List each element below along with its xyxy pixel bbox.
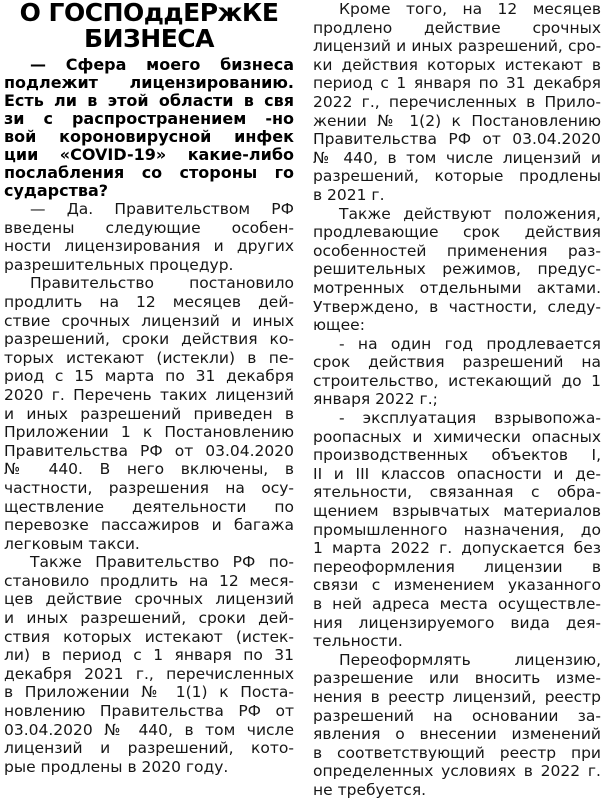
text-line: торых истекают (истекли) в пе- [4,348,294,367]
reader-question [4,56,294,200]
text-line: щением взрывчатых материалов [313,502,601,521]
text-line: января 2022 г.; [313,390,438,409]
text-line: II и III классов опасности и де- [313,464,601,483]
text-line: переоформления лицензии в [313,557,601,576]
text-line: 2020 г. Перечень таких лицензий [4,385,294,404]
text-line: Утверждено, в частности, следу- [313,297,601,316]
text-line: лицензий и иных разрешений, сро- [313,37,601,56]
text-line: ли) в период с 1 января по 31 [4,646,294,665]
right-column [313,0,601,800]
text-line: разрешений, которые продлены [313,167,601,186]
text-line: и иных разрешений приведен в [4,404,294,423]
text-line: нения в реестр лицензий, реестр [313,687,601,706]
text-line: подлежит лицензированию. [4,73,294,92]
text-line: в соответствующий реестр при [313,743,601,762]
text-line: — Сфера моего бизнеса [30,55,294,74]
list-item-hazardous-facilities [313,409,601,651]
paragraph-reregistration [313,651,601,800]
text-line: новлению Правительства РФ от [4,702,294,721]
text-line: риод с 15 марта по 31 декабря [4,367,294,386]
text-line: разрешений на основании за- [313,706,601,725]
text-line: и иных разрешений, сроки дей- [4,609,294,628]
text-line: - эксплуатация взрывопожа- [339,409,601,428]
text-line: тельности. [313,632,403,651]
text-line: жении № 1(2) к Постановлению [313,111,601,130]
text-line: 1 марта 2022 г. допускается без [313,539,601,558]
text-line: определенных условиях в 2022 г. [313,762,601,781]
text-line: особенностей применения раз- [313,241,601,260]
left-column [4,0,294,776]
text-line: срок действия разрешений на [313,353,601,372]
text-line: разрешение или вносить изме- [313,669,601,688]
answer-intro [4,200,294,274]
text-line: Кроме того, на 12 месяцев [339,0,601,18]
text-line: ности лицензирования и других [4,237,294,256]
text-line: цев действие срочных лицензий [4,590,294,609]
text-line: не требуется. [313,780,427,799]
text-line: 03.04.2020 № 440, в том числе [4,720,294,739]
text-line: ния лицензируемого вида дея- [313,613,601,632]
text-line: послабления со стороны го [4,163,294,182]
text-line: Правительство постановило [30,274,294,293]
text-line: строительство, истекающий до 1 [313,371,601,390]
text-line: решительных режимов, предус- [313,260,601,279]
text-line: введены следующие особен- [4,218,294,237]
text-line: ствие срочных лицензий и иных [4,311,294,330]
text-line: зи с распространением -но [4,109,294,128]
text-line: частности, разрешения на осу- [4,478,294,497]
text-line: Правительства РФ от 03.04.2020 [313,130,601,149]
text-line: явления о внесении изменений [313,725,601,744]
text-line: промышленного назначения, до [313,520,601,539]
text-line: ющее: [313,316,365,335]
article-headline [4,0,294,52]
paragraph-licenses-2021 [4,553,294,776]
text-line: разрешений, сроки действия ко- [4,330,294,349]
paragraph-licenses-2022 [313,0,601,205]
text-line: в ней адреса места осуществле- [313,595,601,613]
text-line: продлевающие срок действия [313,223,601,242]
text-line: Переоформлять лицензию, [339,650,601,669]
text-line: Есть ли в этой области в свя [4,91,294,110]
text-line: ществление деятельности по [4,497,294,516]
text-line: ки действия которых истекают в [313,55,601,74]
paragraph-licenses-2020 [4,274,294,553]
headline-line: О ГОСПОддЕРжКЕ [19,0,279,27]
headline-line: БИЗНЕСА [84,24,214,53]
text-line: рые продлены в 2020 году. [4,757,229,776]
text-line: декабря 2021 г., перечисленных [4,664,294,683]
text-line: № 440. В него включены, в [4,460,294,479]
text-line: Также Правительство РФ по- [30,553,294,572]
text-line: связи с изменением указанного [313,576,601,595]
text-line: продлить на 12 месяцев дей- [4,292,294,311]
text-line: легковым такси. [4,534,140,553]
text-line: Приложении 1 к Постановлению [4,423,294,442]
text-line: - на один год продлевается [339,334,601,353]
text-line: период с 1 января по 31 декабря [313,74,601,93]
text-line: становило продлить на 12 меся- [4,571,294,590]
text-line: Также действуют положения, [339,204,601,223]
text-line: Правительства РФ от 03.04.2020 [4,441,294,460]
text-line: роопасных и химически опасных [313,427,601,446]
text-line: ции «COVID-19» какие-либо [4,145,294,164]
text-line: в Приложении № 1(1) к Поста- [4,683,294,702]
text-line: продлено действие срочных [313,18,601,37]
text-line: перевозке пассажиров и багажа [4,516,294,535]
text-line: № 440, в том числе лицензий и [313,148,601,167]
text-line: производственных объектов I, [313,446,601,465]
text-line: ствия которых истекают (истек- [4,627,294,646]
text-line: вой короновирусной инфек [4,127,294,146]
text-line: сударства? [4,181,109,200]
list-item-construction-permits [313,335,601,409]
text-line: разрешительных процедур. [4,255,234,274]
paragraph-special-rules [313,205,601,335]
text-line: мотренных отдельными актами. [313,278,601,297]
text-line: лицензий и разрешений, кото- [4,739,294,758]
text-line: — Да. Правительством РФ [30,200,294,218]
text-line: в 2021 г. [313,185,385,204]
text-line: 2022 г., перечисленных в Прило- [313,92,601,111]
text-line: ятельности, связанная с обра- [313,483,601,502]
